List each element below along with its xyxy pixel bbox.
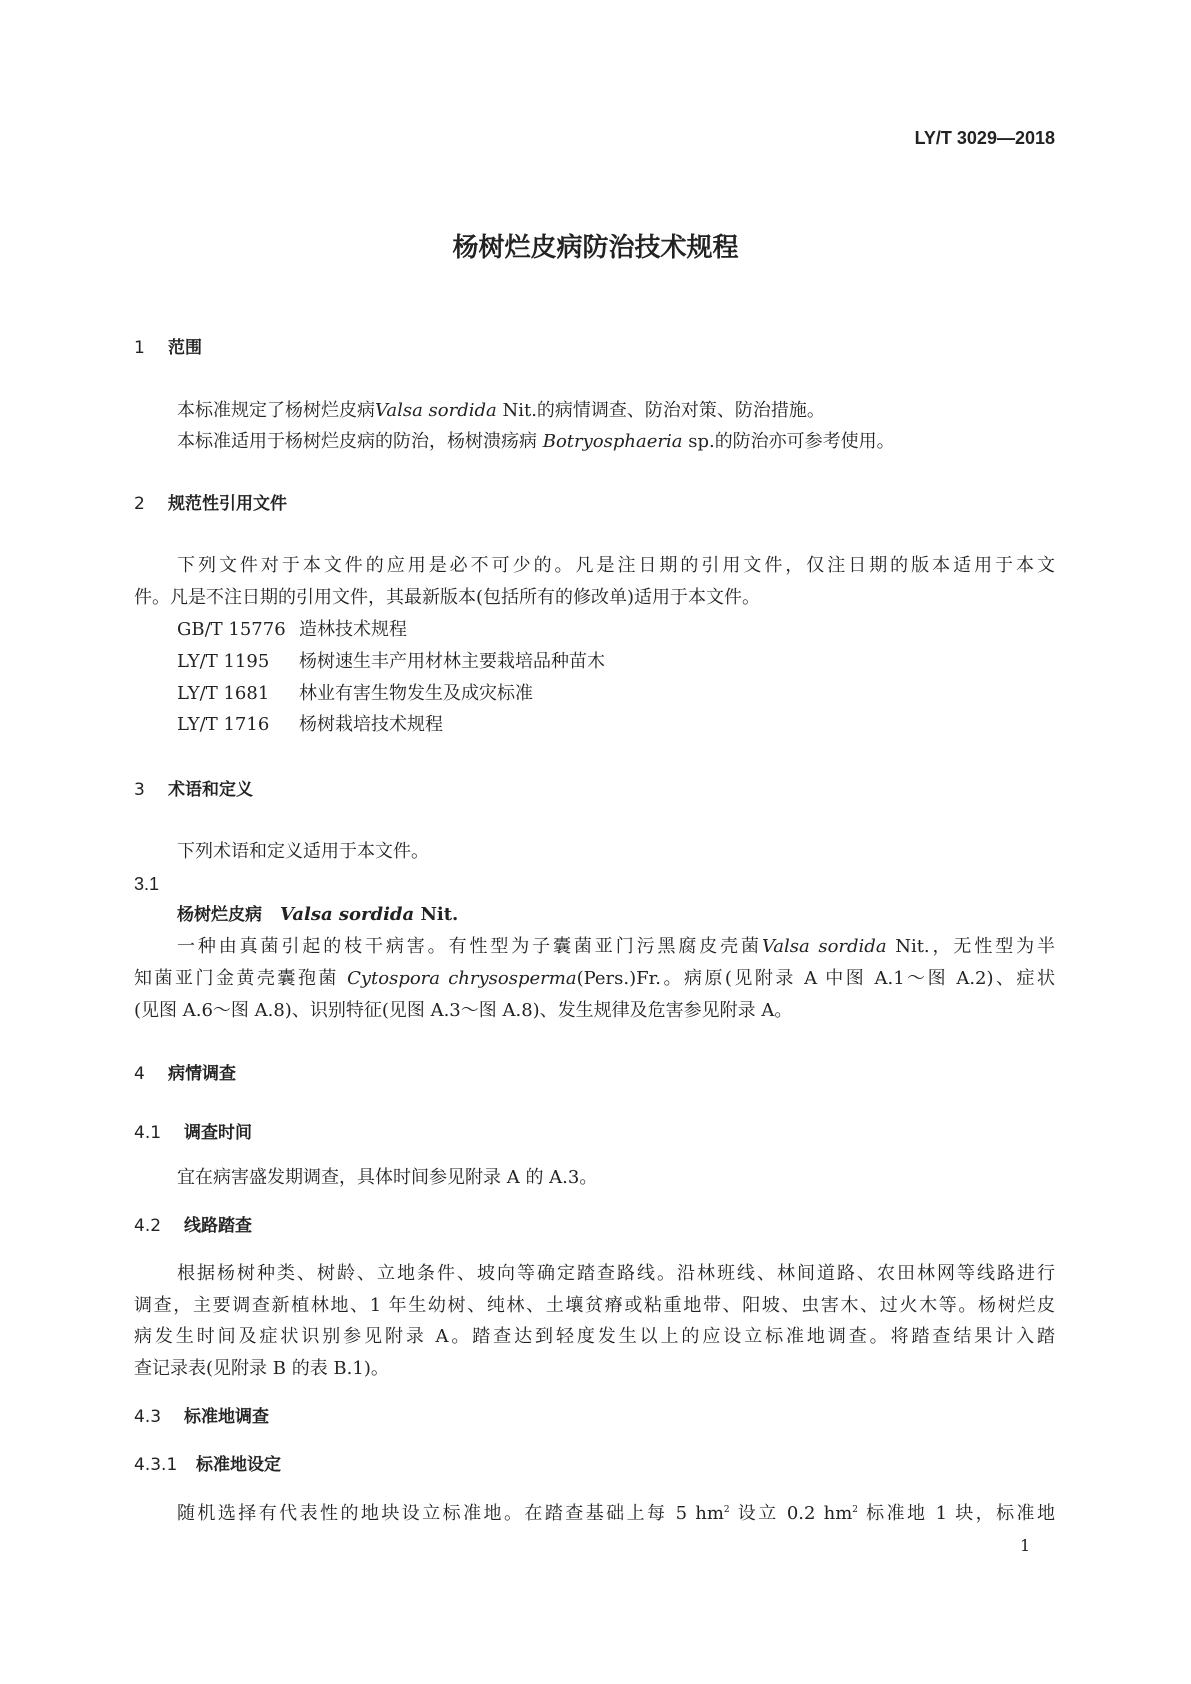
term-number: 3.1 — [134, 874, 160, 894]
paragraph: 本标准适用于杨树烂皮病的防治，杨树溃疡病 Botryosphaeria sp.的防治亦可参考使用。 — [177, 431, 895, 452]
page-number: 1 — [1020, 1536, 1031, 1555]
section-4-3-1-heading: 4.3.1 标准地设定 — [134, 1455, 281, 1475]
definition-line: (见图 A.6～图 A.8)、识别特征(见图 A.3～图 A.8)、发生规律及危害参见附录 A。 — [134, 1000, 793, 1021]
section-2-heading: 2 规范性引用文件 — [134, 494, 287, 514]
term-heading: 杨树烂皮病 Valsa sordida Nit. — [177, 904, 459, 925]
paragraph-line: 随机选择有代表性的地块设立标准地。在踏查基础上每 5 $hm^2$ 设立 0.2 $hm^2$ 标准地 1 块，标准地 — [177, 1503, 1055, 1524]
paragraph-line: 查记录表(见附录 B 的表 B.1)。 — [134, 1358, 389, 1379]
standard-number: LY/T 3029—2018 — [914, 128, 1055, 148]
paragraph-line: 下列文件对于本文件的应用是必不可少的。凡是注日期的引用文件，仅注日期的版本适用于本文 — [177, 555, 1055, 576]
section-4-2-heading: 4.2 线路踏查 — [134, 1216, 252, 1236]
section-4-heading: 4 病情调查 — [134, 1064, 236, 1084]
definition-line: 知菌亚门金黄壳囊孢菌 Cytospora chrysosperma(Pers.)Fr.。病原(见附录 A 中图 A.1～图 A.2)、症状 — [134, 968, 1055, 989]
reference-item: LY/T 1681 林业有害生物发生及成灾标准 — [177, 683, 533, 704]
reference-item: LY/T 1195 杨树速生丰产用材林主要栽培品种苗木 — [177, 651, 605, 672]
section-1-heading: 1 范围 — [134, 338, 202, 358]
section-4-1-heading: 4.1 调查时间 — [134, 1123, 252, 1143]
section-4-3-heading: 4.3 标准地调查 — [134, 1407, 269, 1427]
page-title: 杨树烂皮病防治技术规程 — [452, 233, 739, 263]
definition-line: 一种由真菌引起的枝干病害。有性型为子囊菌亚门污黑腐皮壳菌Valsa sordida Nit.，无性型为半 — [177, 936, 1055, 957]
section-3-heading: 3 术语和定义 — [134, 780, 253, 800]
paragraph: 下列术语和定义适用于本文件。 — [177, 841, 429, 862]
paragraph-line: 件。凡是不注日期的引用文件，其最新版本(包括所有的修改单)适用于本文件。 — [134, 587, 761, 608]
reference-item: GB/T 15776 造林技术规程 — [177, 619, 407, 640]
paragraph: 本标准规定了杨树烂皮病Valsa sordida Nit.的病情调查、防治对策、防治措施。 — [177, 400, 825, 421]
paragraph-line: 病发生时间及症状识别参见附录 A。踏查达到轻度发生以上的应设立标准地调查。将踏查结果计入踏 — [134, 1326, 1055, 1347]
paragraph: 宜在病害盛发期调查，具体时间参见附录 A 的 A.3。 — [177, 1167, 598, 1188]
paragraph-line: 根据杨树种类、树龄、立地条件、坡向等确定踏查路线。沿林班线、林间道路、农田林网等线路进行 — [177, 1263, 1055, 1284]
reference-item: LY/T 1716 杨树栽培技术规程 — [177, 714, 443, 735]
paragraph-line: 调查，主要调查新植林地、1 年生幼树、纯林、土壤贫瘠或粘重地带、阳坡、虫害木、过火木等。杨树烂皮 — [134, 1295, 1055, 1316]
